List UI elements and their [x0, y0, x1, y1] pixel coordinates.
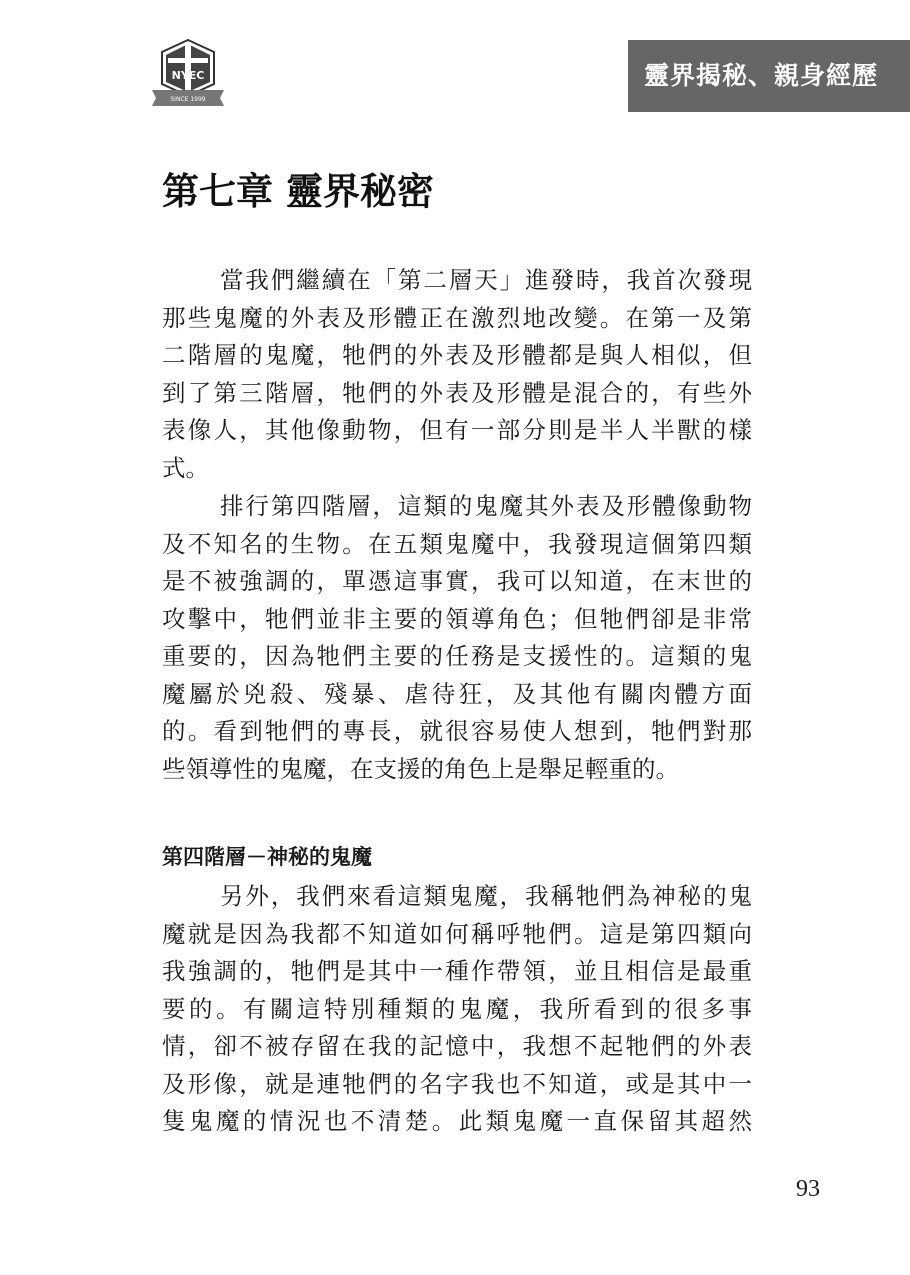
paragraph-line: 及不知名的生物。在五類鬼魔中，我發現這個第四類: [162, 529, 752, 558]
section-heading: 第四階層－神秘的鬼魔: [162, 845, 372, 869]
running-header: 靈界揭秘、親身經歷: [628, 40, 910, 112]
paragraph-line: 二階層的鬼魔，牠們的外表及形體都是與人相似，但: [162, 341, 752, 369]
paragraph-line: 隻鬼魔的情況也不清楚。此類鬼魔一直保留其超然: [162, 1107, 752, 1135]
paragraph-3: [162, 878, 752, 1141]
paragraph-line: 要的。有關這特別種類的鬼魔，我所看到的很多事: [162, 994, 752, 1023]
paragraph-line: 到了第三階層，牠們的外表及形體是混合的，有些外: [162, 378, 752, 407]
paragraph-line: 情，卻不被存留在我的記憶中，我想不起牠們的外表: [162, 1032, 752, 1060]
paragraph-line: 當我們繼續在「第二層天」進發時，我首次發現: [220, 266, 752, 294]
paragraph-line: 些領導性的鬼魔，在支援的角色上是舉足輕重的。: [162, 754, 679, 783]
logo-text: NYEC: [171, 69, 205, 82]
paragraph-2: [162, 488, 752, 788]
chapter-title: 第七章 靈界秘密: [162, 170, 434, 213]
paragraph-line: 及形像，就是連牠們的名字我也不知道，或是其中一: [162, 1069, 752, 1098]
paragraph-line: 的。看到牠們的專長，就很容易使人想到，牠們對那: [162, 717, 752, 745]
paragraph-line: 排行第四階層，這類的鬼魔其外表及形體像動物: [220, 492, 752, 520]
paragraph-line: 是不被強調的，單憑這事實，我可以知道，在末世的: [162, 567, 752, 595]
paragraph-line: 重要的，因為牠們主要的任務是支援性的。這類的鬼: [162, 642, 752, 670]
paragraph-line: 式。: [162, 453, 209, 482]
paragraph-line: 攻擊中，牠們並非主要的領導角色；但牠們卻是非常: [162, 604, 752, 633]
paragraph-line: 那些鬼魔的外表及形體正在激烈地改變。在第一及第: [162, 303, 752, 332]
paragraph-line: 表像人，其他像動物，但有一部分則是半人半獸的樣: [162, 416, 752, 444]
logo-ribbon-text: SINCE 1999: [170, 96, 206, 103]
paragraph-line: 另外，我們來看這類鬼魔，我稱牠們為神秘的鬼: [220, 882, 752, 910]
paragraph-1: [162, 262, 752, 487]
nyec-logo: [148, 38, 228, 110]
paragraph-line: 我強調的，牠們是其中一種作帶領，並且相信是最重: [162, 957, 752, 985]
paragraph-line: 魔屬於兇殺、殘暴、虐待狂，及其他有關肉體方面: [162, 679, 752, 708]
page-number: 93: [796, 1176, 820, 1202]
paragraph-line: 魔就是因為我都不知道如何稱呼牠們。這是第四類向: [162, 919, 752, 948]
